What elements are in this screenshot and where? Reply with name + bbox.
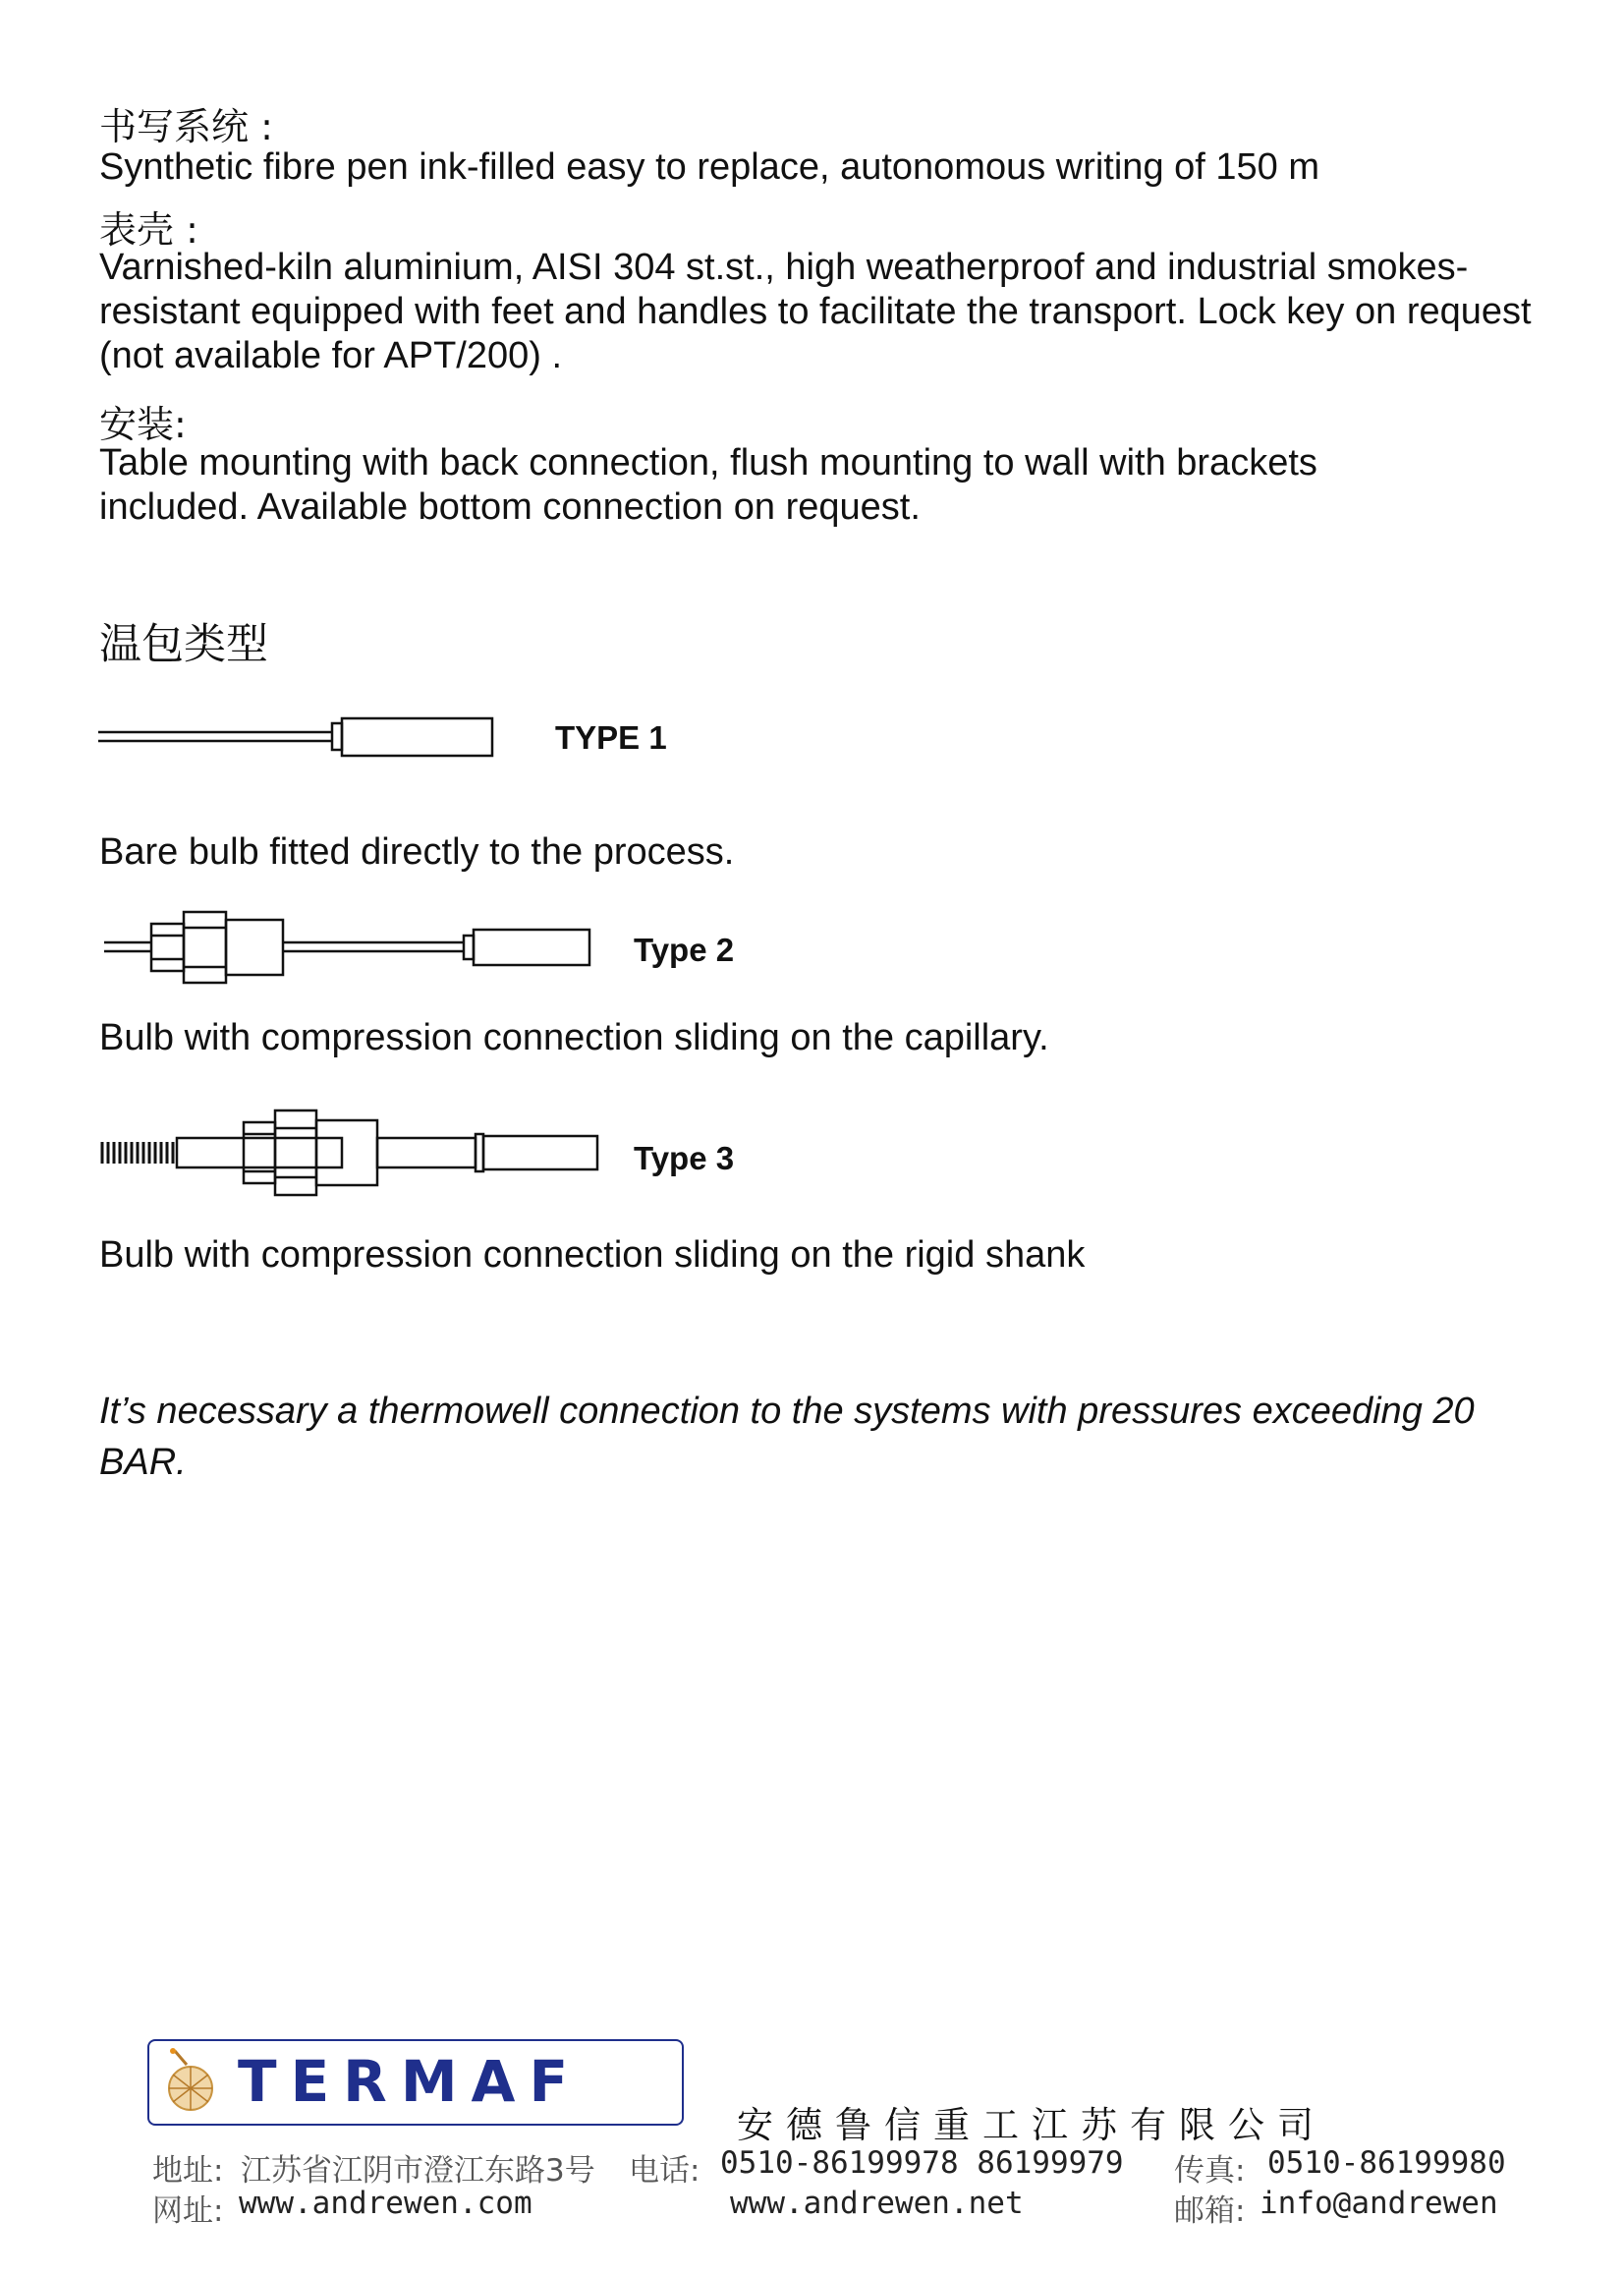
type1-label: TYPE 1 bbox=[555, 719, 667, 756]
writing-system-heading: 书写系统 : bbox=[99, 105, 273, 148]
logo-wordmark: TERMAF bbox=[238, 2048, 583, 2115]
bulb-types-heading: 温包类型 bbox=[99, 620, 268, 669]
address-label: 地址: bbox=[152, 2153, 224, 2189]
website-2[interactable]: www.andrewen.net bbox=[730, 2186, 1024, 2221]
email-value[interactable]: info@andrewen bbox=[1260, 2186, 1498, 2221]
type2-description: Bulb with compression connection sliding on the capillary. bbox=[99, 1017, 1049, 1058]
installation-text: Table mounting with back connection, flush mounting to wall with brackets included. Available bottom connection on request. bbox=[99, 442, 1317, 528]
case-text: Varnished-kiln aluminium, AISI 304 st.st., high weatherproof and industrial smokes-resistant equipped with feet and handles to facilitate the transport. Lock key on request (not available for APT/200) . bbox=[99, 247, 1532, 376]
company-name: 安德鲁信重工江苏有限公司 bbox=[737, 2104, 1326, 2146]
email-label: 邮箱: bbox=[1174, 2193, 1246, 2229]
thermowell-note: It’s necessary a thermowell connection to the systems with pressures exceeding 20 BAR. bbox=[99, 1391, 1475, 1483]
writing-system-text: Synthetic fibre pen ink-filled easy to replace, autonomous writing of 150 m bbox=[99, 146, 1319, 188]
installation-heading: 安装: bbox=[99, 403, 187, 446]
armored-capillary bbox=[102, 1142, 173, 1164]
termaf-logo bbox=[147, 2039, 684, 2126]
type1-description: Bare bulb fitted directly to the process. bbox=[99, 831, 735, 873]
type3-description: Bulb with compression connection sliding on the rigid shank bbox=[99, 1234, 1086, 1276]
website-1[interactable]: www.andrewen.com bbox=[239, 2186, 532, 2221]
sun-emblem-icon bbox=[157, 2045, 228, 2120]
case-heading: 表壳 : bbox=[99, 208, 198, 252]
website-label: 网址: bbox=[152, 2193, 224, 2229]
type3-bulb-drawing bbox=[98, 1105, 609, 1203]
phone-label: 电话: bbox=[629, 2153, 700, 2189]
fax-label: 传真: bbox=[1174, 2153, 1246, 2189]
phone-value: 0510-86199978 86199979 bbox=[720, 2145, 1124, 2181]
type2-label: Type 2 bbox=[634, 932, 735, 968]
type1-bulb-drawing bbox=[96, 710, 509, 765]
type2-bulb-drawing bbox=[102, 906, 593, 989]
type3-label: Type 3 bbox=[634, 1140, 735, 1176]
fax-value: 0510-86199980 bbox=[1267, 2145, 1506, 2181]
address-value: 江苏省江阴市澄江东路3号 bbox=[241, 2153, 595, 2189]
